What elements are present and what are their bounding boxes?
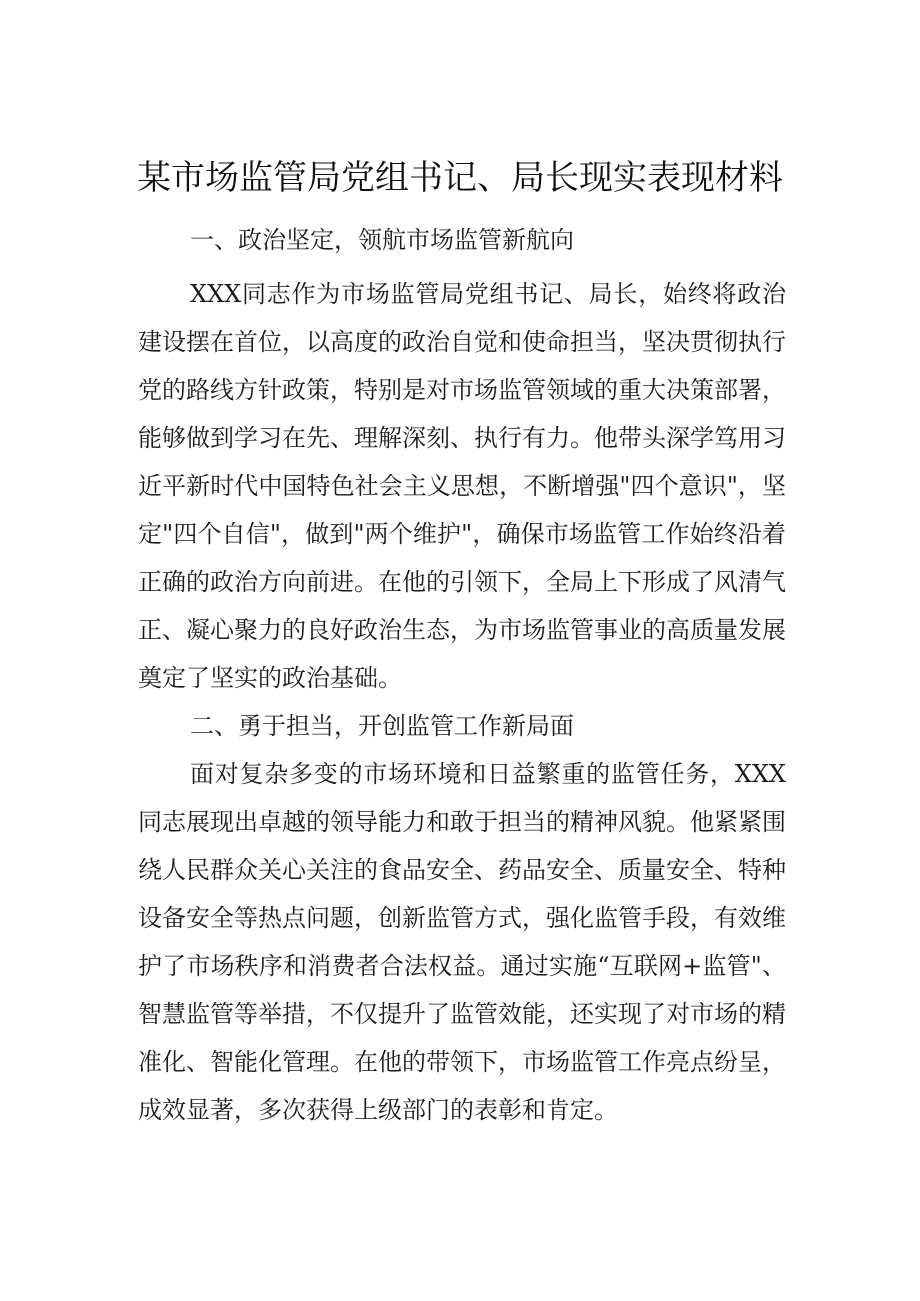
section-heading-1: 一、政治坚定，领航市场监管新航向 xyxy=(190,226,574,254)
section-heading-2: 二、勇于担当，开创监管工作新局面 xyxy=(190,712,574,740)
section-paragraph-1: XXX同志作为市场监管局党组书记、局长，始终将政治建设摆在首位，以高度的政治自觉和使命担当，坚决贯彻执行党的路线方针政策，特别是对市场监管领域的重大决策部署，能够做到学习在先、理解深刻、执行有力。他带头深学笃用习近平新时代中国特色社会主义思想，不断增强"四个意识"，坚定"四个自信"，做到"两个维护"，确保市场监管工作始终沿着正确的政治方向前进。在他的引领下，全局上下形成了风清气正、凝心聚力的良好政治生态，为市场监管事业的高质量发展奠定了坚实的政治基础。 xyxy=(138,280,786,692)
document-title: 某市场监管局党组书记、局长现实表现材料 xyxy=(137,158,783,198)
section-paragraph-2: 面对复杂多变的市场环境和日益繁重的监管任务，XXX同志展现出卓越的领导能力和敢于担当的精神风貌。他紧紧围绕人民群众关心关注的食品安全、药品安全、质量安全、特种设备安全等热点问题，创新监管方式，强化监管手段，有效维护了市场秩序和消费者合法权益。通过实施“互联网+监管"、智慧监管等举措，不仅提升了监管效能，还实现了对市场的精准化、智能化管理。在他的带领下，市场监管工作亮点纷呈，成效显著，多次获得上级部门的表彰和肯定。 xyxy=(138,760,786,1124)
